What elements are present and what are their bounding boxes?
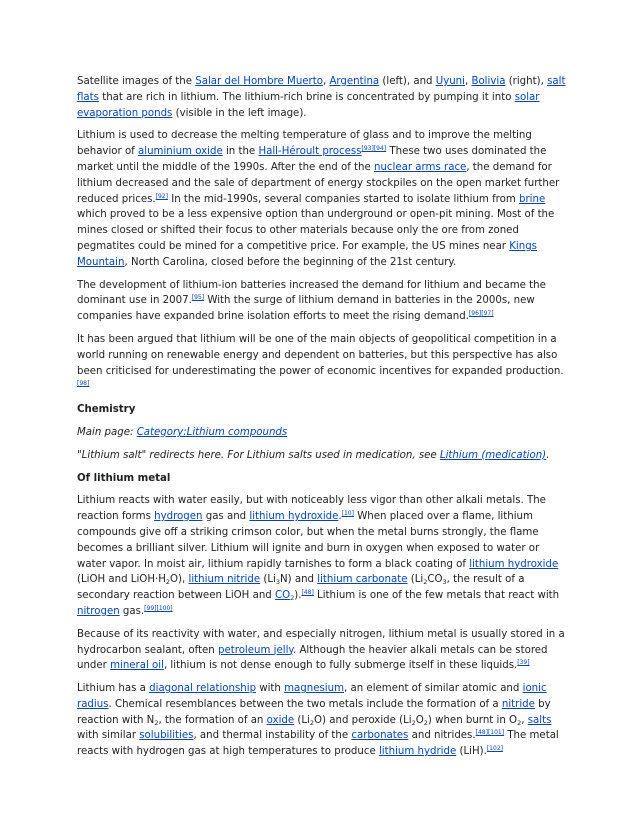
paragraph-text: Lithium is one of the few metals that react with: [313, 590, 560, 602]
link-ionic-radius[interactable]: ionic radius: [77, 683, 547, 710]
citation-link[interactable]: [95]: [191, 294, 205, 302]
subscript: 3: [442, 578, 447, 587]
subscript: 3: [275, 578, 280, 587]
paragraph-text: , the demand for lithium decreased and the sale of department of energy stockpiles on the open market further reduced prices.: [77, 161, 560, 205]
citation-link[interactable]: [48]: [475, 729, 488, 737]
caption-text: Satellite images of the: [77, 76, 196, 87]
paragraph-text: (Li: [407, 574, 424, 586]
paragraph-text: O) and peroxide (Li: [314, 714, 412, 726]
paragraph-text: ,: [521, 714, 528, 726]
paragraph-text: (Li: [260, 574, 276, 586]
link-salar-del-hombre-muerto[interactable]: Salar del Hombre Muerto: [195, 76, 323, 87]
citation-link[interactable]: [10]: [341, 510, 354, 518]
link-hydrogen[interactable]: hydrogen: [154, 511, 203, 523]
citation-link[interactable]: [98]: [77, 380, 90, 388]
link-nitrogen[interactable]: nitrogen: [77, 605, 120, 617]
paragraph-text: Because of its reactivity with water, and especially nitrogen, lithium metal is usually stored in a hydrocarbon sealant, often: [77, 628, 565, 656]
paragraph-text: In the mid-1990s, several companies started to isolate lithium from: [167, 193, 520, 205]
paragraph-text: , North Carolina, closed before the beginning of the 21st century.: [124, 256, 457, 268]
citation[interactable]: [77, 380, 89, 387]
citation[interactable]: [301, 589, 313, 596]
paragraph-text: with: [256, 683, 285, 695]
paragraph-storage: [77, 627, 566, 674]
paragraph-text: and nitrides.: [408, 730, 476, 742]
link-kings-mountain[interactable]: Kings Mountain: [77, 240, 537, 268]
citation-link[interactable]: [93]: [361, 145, 374, 153]
paragraph-text: which proved to be a less expensive option than underground or open-pit mining. Most of the mines closed or shifted their focus to other materials because only the ore from zoned pegmatites could be mined for a competitive price. For example, the US mines near: [77, 209, 555, 252]
paragraph-text: with similar: [77, 730, 140, 742]
image-caption: [77, 74, 566, 121]
caption-text: that are rich in lithium. The lithium-rich brine is concentrated by pumping it into: [98, 91, 515, 103]
article-body: [77, 74, 566, 767]
paragraph-text: . Although the heavier alkali metals can be stored under: [77, 644, 548, 672]
link-lithium-hydroxide[interactable]: lithium hydroxide: [249, 511, 339, 523]
paragraph-text: Lithium is used to decrease the melting temperature of glass and to improve the melting behavior of: [77, 130, 532, 158]
paragraph-text: O),: [170, 574, 189, 586]
citation-link[interactable]: [94]: [373, 145, 387, 153]
paragraph-text: With the surge of lithium demand in batteries in the 2000s, new companies have expanded brine isolation efforts to meet the rising demand.: [77, 295, 535, 323]
link-category-lithium-compounds[interactable]: Category:Lithium compounds: [136, 426, 288, 438]
caption-text: (right),: [505, 76, 548, 87]
link-petroleum-jelly[interactable]: petroleum jelly: [218, 644, 293, 656]
caption-text: (visible in the left image).: [172, 107, 307, 119]
link-bolivia[interactable]: Bolivia: [471, 76, 506, 87]
paragraph-text: N) and: [280, 574, 318, 586]
link-hall-heroult-process[interactable]: Hall-Héroult process: [258, 146, 362, 158]
citation[interactable]: [144, 605, 172, 612]
paragraph-text: Lithium has a: [77, 683, 150, 695]
hatnote-redirect: [77, 448, 566, 464]
link-solar-evaporation-ponds[interactable]: solar evaporation ponds: [77, 91, 540, 119]
link-lithium-medication[interactable]: Lithium (medication): [439, 449, 547, 461]
link-oxide[interactable]: oxide: [266, 714, 295, 726]
link-uyuni[interactable]: Uyuni: [435, 76, 465, 87]
link-salts[interactable]: salts: [527, 714, 552, 726]
link-mineral-oil[interactable]: mineral oil: [110, 660, 164, 672]
link-nitride[interactable]: nitride: [501, 698, 535, 710]
citation-link[interactable]: [99]: [144, 604, 157, 612]
citation[interactable]: [192, 294, 204, 301]
caption-text: ,: [464, 76, 472, 87]
paragraph-text: .: [338, 511, 342, 523]
paragraph-text: , lithium is not dense enough to fully submerge itself in these liquids.: [163, 660, 518, 672]
paragraph-text: When placed over a flame, lithium compounds give off a striking crimson color, but when the metal burns strongly, the flame becomes a brilliant silver. Lithium will ignite and burn in oxygen when exposed to water or water vapor. In moist air, lithium rapidly tarnishes to form a black coating of: [77, 511, 540, 570]
citation[interactable]: [476, 729, 504, 736]
subscript: 2: [165, 578, 171, 587]
link-lithium-nitride[interactable]: lithium nitride: [188, 574, 261, 586]
link-carbonates[interactable]: carbonates: [351, 730, 409, 742]
citation-link[interactable]: [92]: [155, 192, 168, 200]
hatnote-text: Main page:: [77, 426, 137, 438]
paragraph-text: (LiH).: [456, 746, 487, 758]
link-text[interactable]: CO: [274, 590, 291, 602]
paragraph-text: CO: [427, 574, 443, 586]
link-lithium-carbonate[interactable]: lithium carbonate: [317, 574, 408, 586]
subscript: 2: [411, 718, 416, 727]
link-brine[interactable]: brine: [519, 193, 546, 205]
caption-text: (left), and: [379, 76, 436, 87]
citation[interactable]: [156, 193, 168, 200]
paragraph-diagonal: [77, 681, 566, 760]
citation[interactable]: [487, 745, 503, 752]
link-magnesium[interactable]: magnesium: [284, 683, 345, 695]
citation[interactable]: [517, 659, 529, 666]
citation-link[interactable]: [96]: [468, 310, 482, 318]
link-lithium-hydride[interactable]: lithium hydride: [378, 746, 457, 758]
hatnote-main-page: [77, 425, 566, 441]
paragraph-text: gas and: [202, 511, 250, 523]
subscript: 2: [517, 718, 522, 727]
link-nuclear-arms-race[interactable]: nuclear arms race: [374, 161, 467, 173]
subscript: 2: [423, 718, 428, 727]
link-argentina[interactable]: Argentina: [329, 76, 380, 87]
paragraph-text: Lithium reacts with water easily, but with noticeably less vigor than other alkali metals. The reaction forms: [77, 495, 546, 523]
paragraph-text: , an element of similar atomic and: [344, 683, 523, 695]
paragraph-text: in the: [222, 146, 259, 158]
hatnote-text: .: [546, 449, 550, 461]
link-lithium-hydroxide[interactable]: lithium hydroxide: [469, 558, 559, 570]
paragraph-text: , the formation of an: [158, 714, 267, 726]
paragraph-text: The development of lithium-ion batteries increased the demand for lithium and became the dominant use in 2007.: [77, 279, 546, 307]
paragraph-uses: [77, 128, 566, 270]
hatnote-text: "Lithium salt" redirects here. For Lithium salts used in medication, see: [77, 449, 440, 461]
paragraph-reacts: [77, 493, 566, 619]
paragraph-geopolitics: [77, 332, 566, 395]
link-co2[interactable]: [275, 590, 294, 601]
paragraph-text: gas.: [119, 605, 145, 617]
citation-link[interactable]: [102]: [486, 745, 503, 753]
subscript: 2: [309, 718, 315, 727]
paragraph-text: , and thermal instability of the: [193, 730, 352, 742]
citation-link[interactable]: [97]: [481, 310, 494, 318]
heading-of-lithium-metal: Of lithium metal: [77, 472, 171, 484]
paragraph-batteries: [77, 278, 566, 325]
paragraph-text: These two uses dominated the market until the middle of the 1990s. After the end of the: [77, 146, 547, 173]
citation[interactable]: [469, 310, 494, 317]
citation-link[interactable]: [101]: [487, 729, 505, 737]
heading-chemistry: Chemistry: [77, 404, 136, 416]
citation[interactable]: [342, 510, 354, 517]
citation-link[interactable]: [100]: [156, 604, 173, 612]
paragraph-text: O: [415, 714, 424, 726]
subscript: 2: [423, 578, 428, 587]
paragraph-text: by reaction with N: [77, 698, 551, 726]
link-aluminium-oxide[interactable]: aluminium oxide: [138, 146, 223, 158]
link-diagonal-relationship[interactable]: diagonal relationship: [149, 683, 257, 695]
paragraph-text: It has been argued that lithium will be one of the main objects of geopolitical competition in a world running on renewable energy and dependent on batteries, but this perspective has also been criticised for underestimating the power of economic incentives for expanded production.: [77, 333, 564, 377]
paragraph-text: , the result of a secondary reaction between LiOH and: [77, 574, 525, 602]
citation[interactable]: [362, 145, 387, 152]
citation-link[interactable]: [39]: [517, 659, 530, 667]
citation-link[interactable]: [48]: [301, 589, 314, 597]
link-salt-flats[interactable]: salt flats: [77, 76, 566, 103]
paragraph-text: ).: [294, 590, 302, 602]
paragraph-text: The metal reacts with hydrogen gas at high temperatures to produce: [77, 730, 559, 758]
paragraph-text: . Chemical resemblances between the two metals include the formation of a: [108, 698, 502, 710]
link-solubilities[interactable]: solubilities: [139, 730, 194, 742]
caption-text: ,: [322, 76, 330, 87]
subscript: 2: [154, 718, 159, 727]
paragraph-text: (LiOH and LiOH·H: [77, 574, 166, 586]
paragraph-text: ) when burnt in O: [427, 714, 518, 726]
paragraph-text: (Li: [294, 714, 310, 726]
subscript[interactable]: 2: [290, 594, 295, 603]
